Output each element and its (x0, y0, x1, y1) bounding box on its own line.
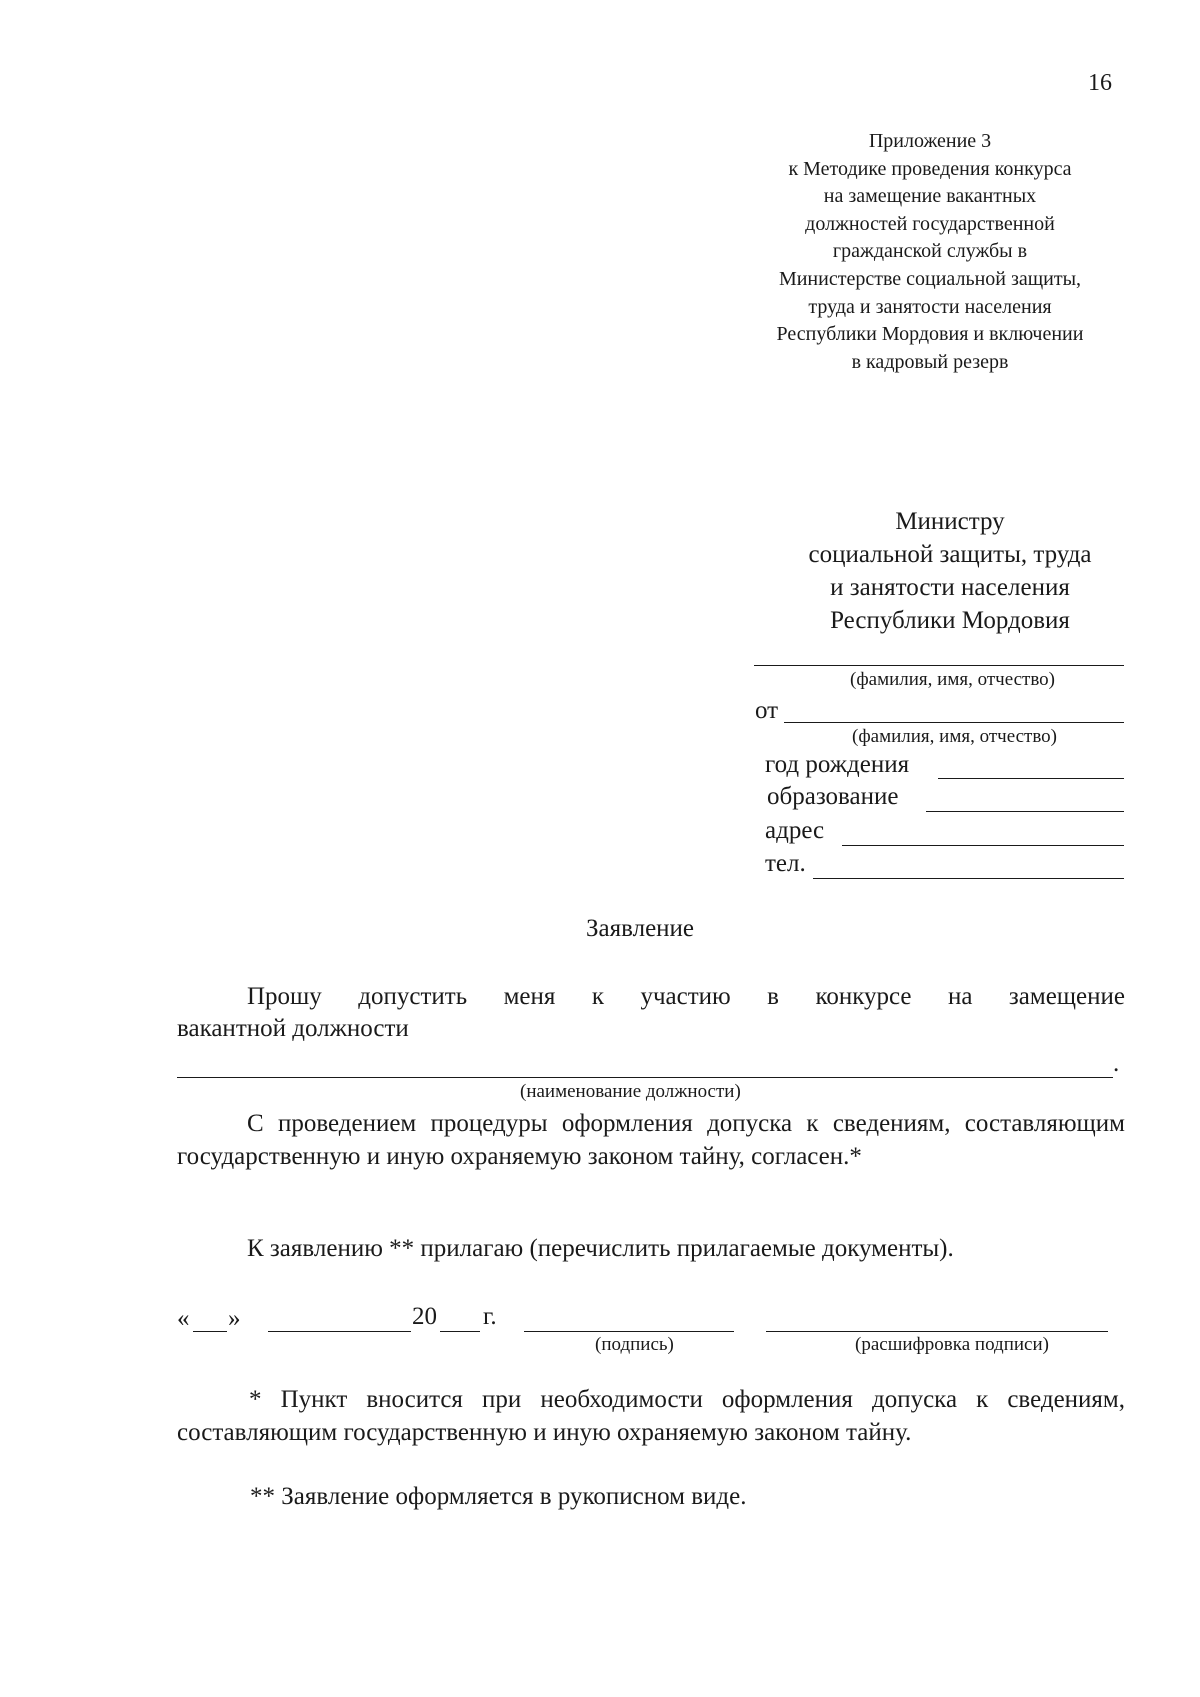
signature-line[interactable] (524, 1331, 734, 1332)
year-prefix: 20 (412, 1303, 437, 1330)
footnote-2: ** Заявление оформляется в рукописном виде. (250, 1483, 747, 1510)
position-caption: (наименование должности) (520, 1081, 741, 1102)
appendix-line: к Методике проведения конкурса (788, 157, 1072, 180)
applicant-name-line[interactable] (784, 722, 1124, 723)
year-line[interactable] (440, 1331, 480, 1332)
day-line[interactable] (193, 1331, 227, 1332)
minister-name-line[interactable] (754, 665, 1124, 666)
education-line[interactable] (926, 811, 1124, 812)
appendix-line: гражданской службы в (832, 240, 1028, 263)
addressee-line: и занятости населения (830, 574, 1070, 601)
signature-decoding-line[interactable] (766, 1331, 1108, 1332)
birth-year-label: год рождения (765, 751, 910, 778)
appendix-line: Министерстве социальной защиты, (778, 267, 1082, 290)
request-line-1: Прошу допустить меня к участию в конкурсе на замещение (247, 983, 1125, 1010)
from-label: от (755, 697, 779, 724)
appendix-line: Приложение 3 (868, 130, 992, 152)
position-name-line[interactable] (177, 1077, 1113, 1078)
consent-paragraph: С проведением процедуры оформления допуска к сведениям, составляющим государственную и иную охраняемую законом тайну, согласен.* (177, 1110, 1125, 1170)
year-suffix: г. (483, 1303, 497, 1330)
month-line[interactable] (268, 1331, 411, 1332)
appendix-line: должностей государственной (805, 212, 1055, 235)
document-title: Заявление (586, 915, 695, 942)
fio-caption-1: (фамилия, имя, отчество) (850, 669, 1056, 690)
addressee-line: Министру (895, 508, 1005, 535)
appendix-line: в кадровый резерв (851, 350, 1009, 373)
fio-caption-2: (фамилия, имя, отчество) (852, 726, 1058, 747)
addressee-line: Республики Мордовия (830, 607, 1070, 634)
education-label: образование (767, 783, 899, 810)
address-label: адрес (765, 817, 825, 844)
phone-line[interactable] (813, 878, 1124, 879)
signature-caption: (подпись) (595, 1334, 674, 1355)
phone-label: тел. (765, 850, 806, 877)
attachments-paragraph: К заявлению ** прилагаю (перечислить прилагаемые документы). (247, 1235, 954, 1262)
position-line-dot: . (1113, 1050, 1120, 1077)
appendix-line: Республики Мордовия и включении (776, 323, 1084, 346)
appendix-header (740, 128, 1120, 376)
birth-year-line[interactable] (938, 778, 1124, 779)
signature-decoding-caption: (расшифровка подписи) (855, 1334, 1049, 1355)
address-line[interactable] (842, 845, 1124, 846)
appendix-line: труда и занятости населения (808, 295, 1052, 318)
addressee-line: социальной защиты, труда (808, 541, 1092, 568)
date-open-quote: « (177, 1305, 190, 1332)
footnote-1: * Пункт вносится при необходимости оформления допуска к сведениям, составляющим государственную и иную охраняемую законом тайну. (177, 1386, 1125, 1446)
request-line-2: вакантной должности (177, 1015, 409, 1042)
appendix-line: на замещение вакантных (823, 185, 1037, 208)
date-close-quote: » (228, 1305, 241, 1332)
page-number: 16 (1088, 70, 1112, 96)
addressee-block (770, 505, 1130, 637)
